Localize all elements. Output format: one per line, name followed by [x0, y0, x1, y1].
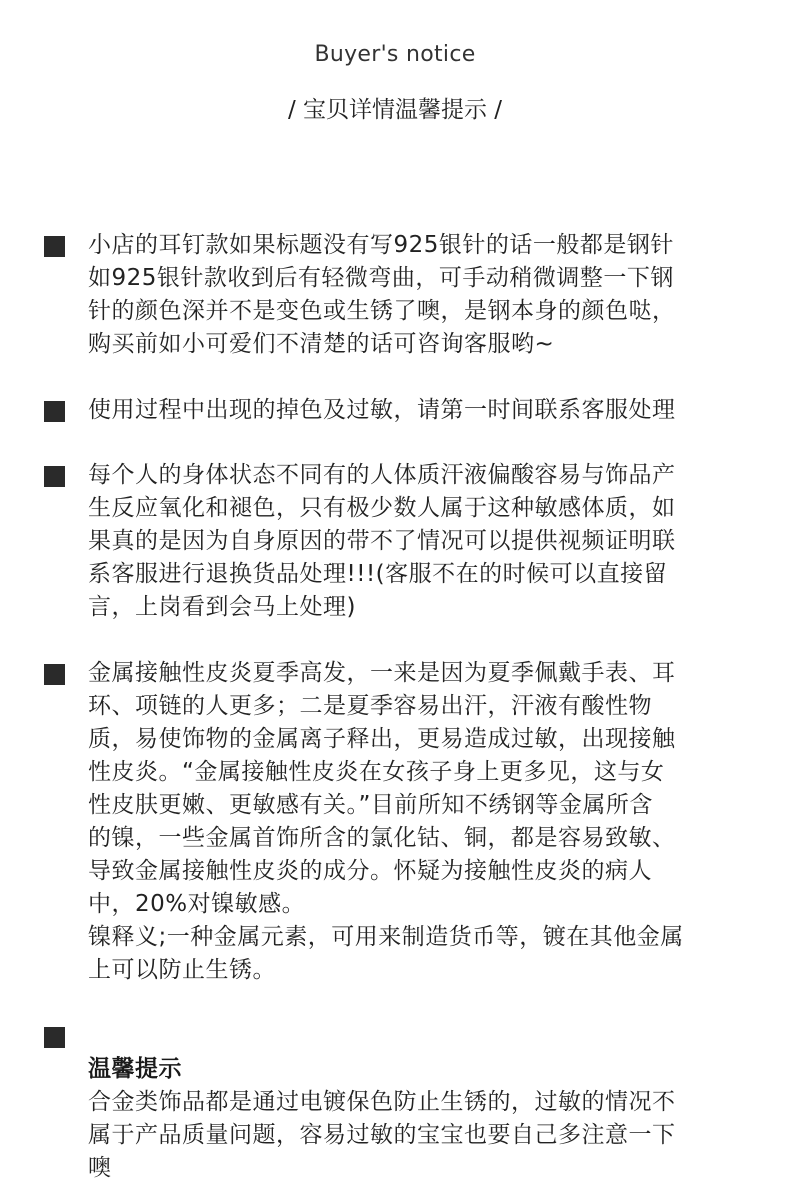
notice-text: 金属接触性皮炎夏季高发，一来是因为夏季佩戴手表、耳 环、项链的人更多；二是夏季容易出汗，汗液有酸性物 质，易使饰物的金属离子释出，更易造成过敏，出现接触 性皮炎。“金属接触性皮炎在女孩子身上更多见，这与女 性皮肤更嫩、更敏感有关。”目前所知不绣钢等金属所含 的镍，一些金属首饰所含的氯化钴、铜，都是容易致敏、 导致金属接触性皮炎的成分。怀疑为接触性皮炎的病人 中，20%对镍敏感。 镍释义;一种金属元素，可用来制造货币等，镀在其他金属 上可以防止生锈。 — [88, 660, 684, 983]
notice-text: 合金类饰品都是通过电镀保色防止生锈的，过敏的情况不 属于产品质量问题，容易过敏的宝宝也要自己多注意一下 噢 — [88, 1089, 676, 1181]
notice-text: 每个人的身体状态不同有的人体质汗液偏酸容易与饰品产 生反应氧化和褪色，只有极少数人属于这种敏感体质，如 果真的是因为自身原因的带不了情况可以提供视频证明联 系客服进行退换货品处理!!!(客服不在的时候可以直接留 言，上岗看到会马上处理) — [88, 462, 676, 620]
notice-text: 小店的耳钉款如果标题没有写925银针的话一般都是钢针 如925银针款收到后有轻微弯曲，可手动稍微调整一下钢 针的颜色深并不是变色或生锈了噢，是钢本身的颜色哒， 购买前如小可爱们不清楚的话可咨询客服哟~ — [88, 232, 676, 357]
square-bullet-icon — [44, 401, 65, 422]
square-bullet-icon — [44, 466, 65, 487]
square-bullet-icon — [44, 664, 65, 685]
header-title-zh: / 宝贝详情温馨提示 / — [287, 97, 503, 123]
square-bullet-icon — [44, 1027, 65, 1048]
notice-title: 温馨提示 — [88, 1056, 182, 1082]
header-title-en: Buyer's notice — [314, 42, 476, 67]
notice-body — [88, 1020, 753, 1185]
square-bullet-icon — [44, 236, 65, 257]
notice-text: 使用过程中出现的掉色及过敏，请第一时间联系客服处理 — [88, 397, 676, 423]
